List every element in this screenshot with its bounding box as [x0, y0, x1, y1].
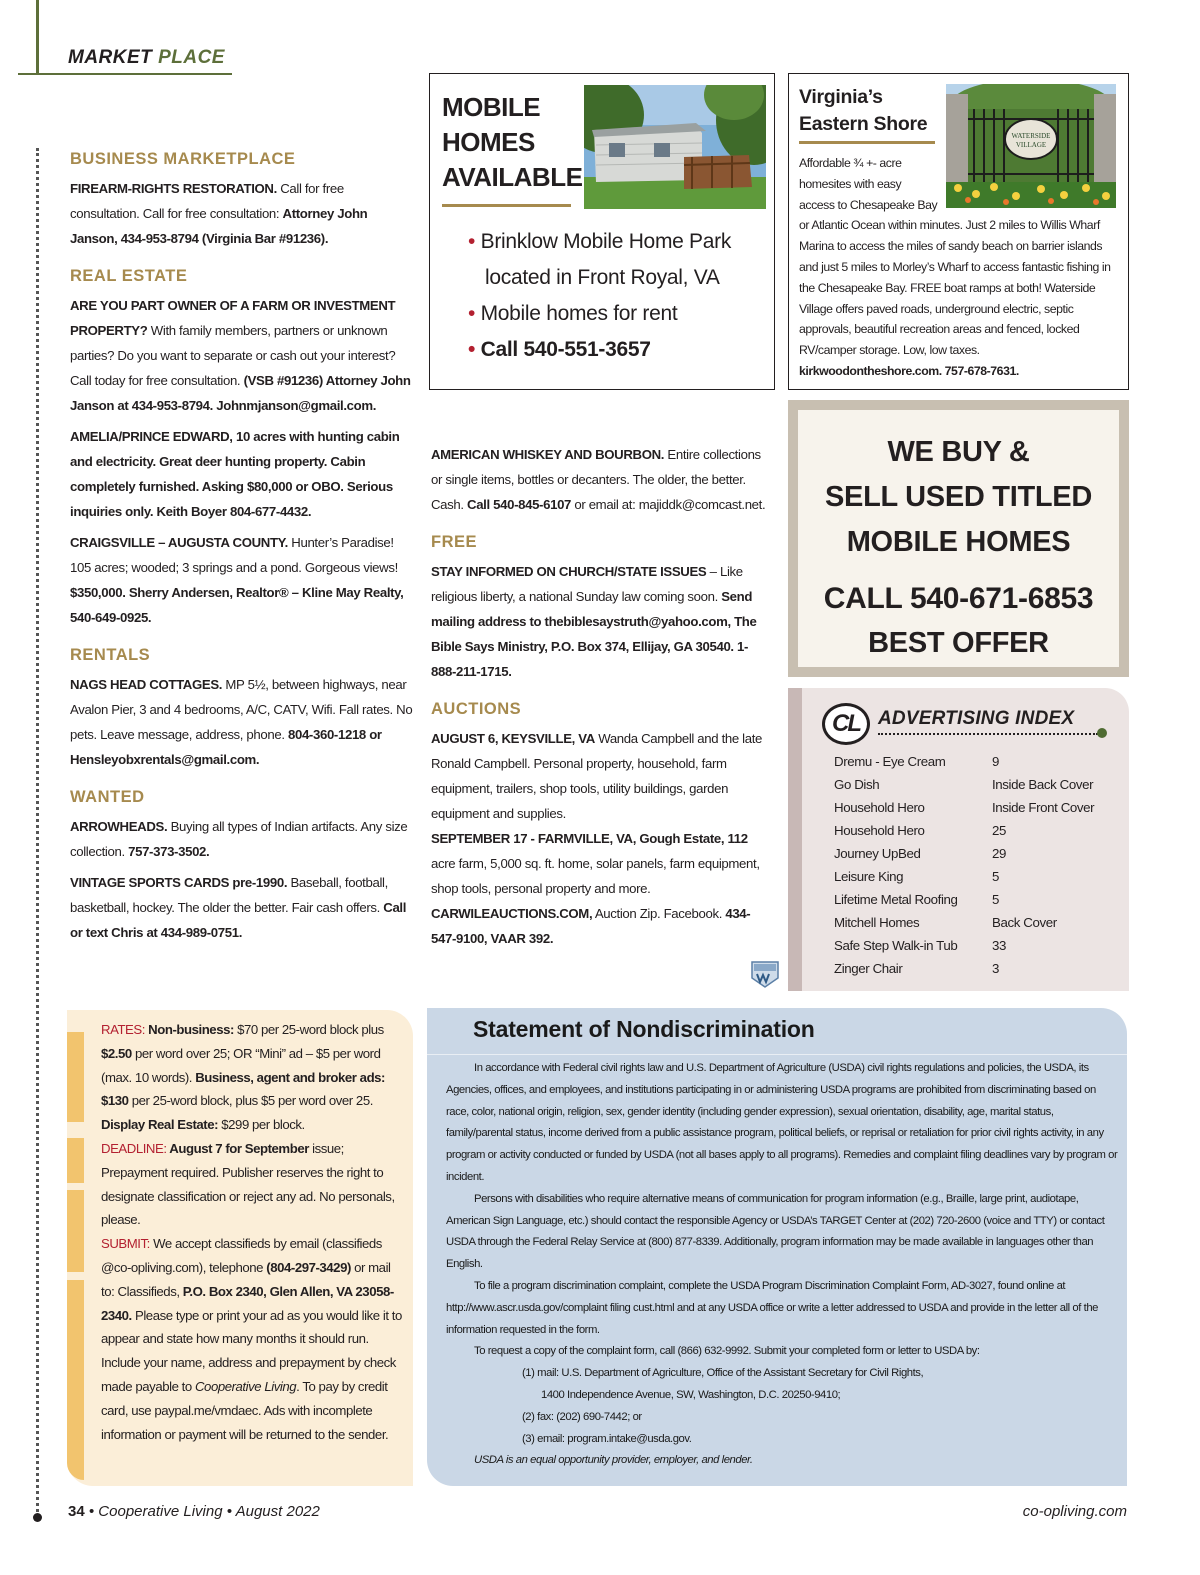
- rates-tab: [67, 1138, 84, 1183]
- footer-website-link[interactable]: co-opliving.com: [1022, 1503, 1127, 1520]
- we-buy-call: CALL 540-671-6853: [823, 582, 1094, 615]
- listing-arrowheads: ARROWHEADS. Buying all types of Indian artifacts. Any size collection. 757-373-3502.: [70, 819, 408, 859]
- we-buy-line-1: WE BUY &: [887, 436, 1030, 468]
- virginia-ad-body: Affordable ¾ +- acre homesites with easy access to Chesapeake Bay or Atlantic Ocean within minutes. Just 2 miles to Willis Wharf Marina to access the miles of sandy beach on barrier islands and just 5 miles to Morley’s Wharf to access fantastic fishing in the Chesapeake Bay. FREE boat ramps at both! Waterside Village offers paved roads, underground electric, septic approvals, beautiful recreation areas and fenced, locked RV/camper storage. Low, low taxes. kirkwoodontheshore.com. 757-678-7631.: [799, 156, 1111, 378]
- nondiscrimination-rule: [427, 1054, 1127, 1055]
- advertising-index-heading: ADVERTISING INDEX: [878, 708, 1075, 729]
- bullet-location: located in Front Royal, VA: [485, 266, 720, 289]
- classified-rates-box: [67, 1010, 413, 1486]
- bullet-park: • Brinklow Mobile Home Park: [468, 230, 732, 253]
- index-row: Household Hero Inside Front Cover: [834, 800, 1095, 815]
- advertising-index: [788, 688, 1129, 991]
- header-vertical-rule: [36, 0, 39, 74]
- wanted-heading: WANTED: [70, 788, 145, 806]
- svg-text:VILLAGE: VILLAGE: [1015, 141, 1047, 149]
- listing-whiskey: AMERICAN WHISKEY AND BOURBON. Entire collections or single items, bottles or decanters. The older, the better. Cash. Call 540-845-6107 or email at: majiddk@comcast.net.: [431, 447, 766, 512]
- rates-tab: [67, 1032, 84, 1122]
- nondiscrimination-statement: [427, 1008, 1127, 1486]
- classifieds-column-1: [70, 148, 415, 945]
- mobile-home-photo: [584, 85, 766, 209]
- virginia-ad-rule: [799, 141, 935, 144]
- auctions-heading: AUCTIONS: [431, 700, 522, 718]
- we-buy-mobile-homes-ad: [788, 400, 1129, 677]
- listing-sports-cards: VINTAGE SPORTS CARDS pre-1990. Baseball, football, basketball, hockey. The older the better. Fair cash offers. Call or text Chris at 434-989-0751.: [70, 875, 407, 940]
- index-row: Lifetime Metal Roofing 5: [834, 892, 999, 907]
- footer-folio: 34 • Cooperative Living • August 2022: [68, 1503, 320, 1520]
- advertising-index-dotted-rule: [878, 733, 1098, 735]
- index-row: Dremu - Eye Cream 9: [834, 754, 999, 769]
- dotted-margin-rule: [36, 148, 39, 1518]
- section-title: [68, 47, 225, 69]
- advertising-index-table: [834, 750, 1094, 980]
- advertising-index-side-bar: [788, 688, 802, 991]
- cl-logo-icon: CL: [822, 703, 870, 745]
- svg-text:WATERSIDE: WATERSIDE: [1011, 132, 1051, 140]
- mobile-homes-ad-bullets: [468, 224, 731, 368]
- index-row: Go Dish Inside Back Cover: [834, 777, 1094, 792]
- margin-rule-end-dot: [33, 1513, 42, 1522]
- virginia-ad-contact: kirkwoodontheshore.com. 757-678-7631.: [799, 363, 1019, 378]
- free-heading: FREE: [431, 533, 478, 551]
- business-heading: BUSINESS MARKETPLACE: [70, 150, 296, 168]
- mobile-homes-ad-rule: [442, 204, 571, 207]
- section-title-word1: MARKET: [68, 47, 153, 68]
- virginia-ad-title: Virginia’s Eastern Shore: [799, 86, 928, 135]
- index-row: Mitchell Homes Back Cover: [834, 915, 1057, 930]
- we-buy-offer: BEST OFFER: [868, 627, 1049, 659]
- we-buy-line-2: SELL USED TITLED: [825, 481, 1092, 513]
- mobile-homes-ad: [429, 73, 775, 390]
- section-title-word2: PLACE: [158, 47, 225, 68]
- listing-keysville-auction: AUGUST 6, KEYSVILLE, VA Wanda Campbell and the late Ronald Campbell. Personal property, household, farm equipment, trailers, shop tools, utility buildings, garden equipment and supplies. SEPTEMBER 17 - FARMVILLE, VA, Gough Estate, 112 acre farm, 5,000 sq. ft. home, solar panels, farm equipment, shop tools, personal property and more. CARWILEAUCTIONS.COM, Auction Zip. Facebook. 434-547-9100, VAAR 392.: [431, 731, 763, 946]
- index-row: Leisure King 5: [834, 869, 999, 884]
- listing-firearm: FIREARM-RIGHTS RESTORATION. Call for free consultation. Call for free consultation: Attorney John Janson, 434-953-8794 (Virginia Bar #91236).: [70, 181, 368, 246]
- index-row: Safe Step Walk-in Tub 33: [834, 938, 1006, 953]
- index-row: Zinger Chair 3: [834, 961, 999, 976]
- bullet-phone: • Call 540-551-3657: [468, 338, 651, 361]
- page-number: 34: [68, 1503, 85, 1520]
- rates-text: RATES: Non-business: $70 per 25-word block plus $2.50 per word over 25; OR “Mini” ad – $5 per word (max. 10 words). Business, agent and broker ads: $130 per 25-word block, plus $5 per word over 25. Display Real Estate: $299 per block. DEADLINE: August 7 for September issue; Prepayment required. Publisher reserves the right to designate classification or reject any ad. No personals, please. SUBMIT: We accept classifieds by email (classifieds @co-opliving.com), telephone (804-297-3429) or mail to: Classifieds, P.O. Box 2340, Glen Allen, VA 23058-2340. Please type or print your ad as you would like it to appear and state how many months it should run. Include your name, address and prepayment by check made payable to Cooperative Living. To pay by credit card, use paypal.me/vmdaec. Ads with incomplete information or payment will be returned to the sender.: [101, 1022, 402, 1442]
- rentals-heading: RENTALS: [70, 646, 151, 664]
- listing-nags-head: NAGS HEAD COTTAGES. MP 5½, between highways, near Avalon Pier, 3 and 4 bedrooms, A/C, CATV, Wifi. Fall rates. No pets. Leave message, address, phone. 804-360-1218 or Hensleyobxrentals@gmail.com.: [70, 677, 413, 767]
- virginia-eastern-shore-ad: [788, 73, 1129, 390]
- issue-date: August 2022: [235, 1503, 320, 1520]
- bullet-rent: • Mobile homes for rent: [468, 302, 678, 325]
- association-emblem-icon: [750, 960, 780, 988]
- mobile-homes-ad-title: MOBILE HOMES AVAILABLE: [442, 92, 583, 192]
- listing-church-state: STAY INFORMED ON CHURCH/STATE ISSUES – Like religious liberty, a national Sunday law coming soon. Send mailing address to thebiblesaystruth@yahoo.com, The Bible Says Ministry, P.O. Box 374, Ellijay, GA 30540. 1-888-211-1715.: [431, 564, 757, 679]
- listing-farm: ARE YOU PART OWNER OF A FARM OR INVESTMENT PROPERTY? With family members, partners or unknown parties? Do you want to separate or cash out your interest? Call today for free consultation. (VSB #91236) Attorney John Janson at 434-953-8794. Johnmjanson@gmail.com.: [70, 298, 411, 413]
- classifieds-column-2: [431, 442, 771, 951]
- index-row: Journey UpBed 29: [834, 846, 1006, 861]
- rates-tab: [67, 1280, 84, 1480]
- advertising-index-dot: [1097, 728, 1107, 738]
- header-rule: [18, 73, 232, 75]
- listing-craigsville: CRAIGSVILLE – AUGUSTA COUNTY. Hunter’s Paradise! 105 acres; wooded; 3 springs and a pond. Gorgeous views! $350,000. Sherry Andersen, Realtor® – Kline May Realty, 540-649-0925.: [70, 535, 404, 625]
- listing-amelia: AMELIA/PRINCE EDWARD, 10 acres with hunting cabin and electricity. Great deer hunting property. Cabin completely furnished. Asking $80,000 or OBO. Serious inquiries only. Keith Boyer 804-677-4432.: [70, 429, 400, 519]
- realestate-heading: REAL ESTATE: [70, 267, 188, 285]
- nondiscrimination-title: Statement of Nondiscrimination: [473, 1016, 815, 1042]
- nondiscrimination-body: In accordance with Federal civil rights law and U.S. Department of Agriculture (USDA) civil rights regulations and policies, the USDA, its Agencies, offices, and employees, and institutions participating in or administering USDA programs are prohibited from discriminating based on race, color, national origin, religion, sex, gender identity (including gender expression), sexual orientation, disability, age, marital status, family/parental status, income derived from a public assistance program, political beliefs, or reprisal or retaliation for prior civil rights activity, in any program or activity conducted or funded by USDA (not all bases apply to all programs). Remedies and complaint filing deadlines vary by program or incident. Persons with disabilities who require alternative means of communication for program information (e.g., Braille, large print, audiotape, American Sign Language, etc.) should contact the responsible Agency or USDA’s TARGET Center at (202) 720-2600 (voice and TTY) or contact USDA through the Federal Relay Service at (800) 877-8339. Additionally, program information may be made available in languages other than English. To file a program discrimination complaint, complete the USDA Program Discrimination Complaint Form, AD-3027, found online at http://www.ascr.usda.gov/complaint filing cust.html and at any USDA office or write a letter addressed to USDA and provide in the letter all of the information requested in the form. To request a copy of the complaint form, call (866) 632-9992. Submit your completed form or letter to USDA by: (1) mail: U.S. Department of Agriculture, Office of the Assistant Secretary for Civil Rights, 1400 Independence Avenue, SW, Washington, D.C. 20250-9410; (2) fax: (202) 690-7442; or (3) email: program.intake@usda.gov. USDA is an equal opportunity provider, employer, and lender.: [446, 1062, 1118, 1467]
- index-row: Household Hero 25: [834, 823, 1006, 838]
- magazine-name: Cooperative Living: [98, 1503, 223, 1520]
- we-buy-line-3: MOBILE HOMES: [846, 526, 1071, 558]
- rates-tab: [67, 1190, 84, 1272]
